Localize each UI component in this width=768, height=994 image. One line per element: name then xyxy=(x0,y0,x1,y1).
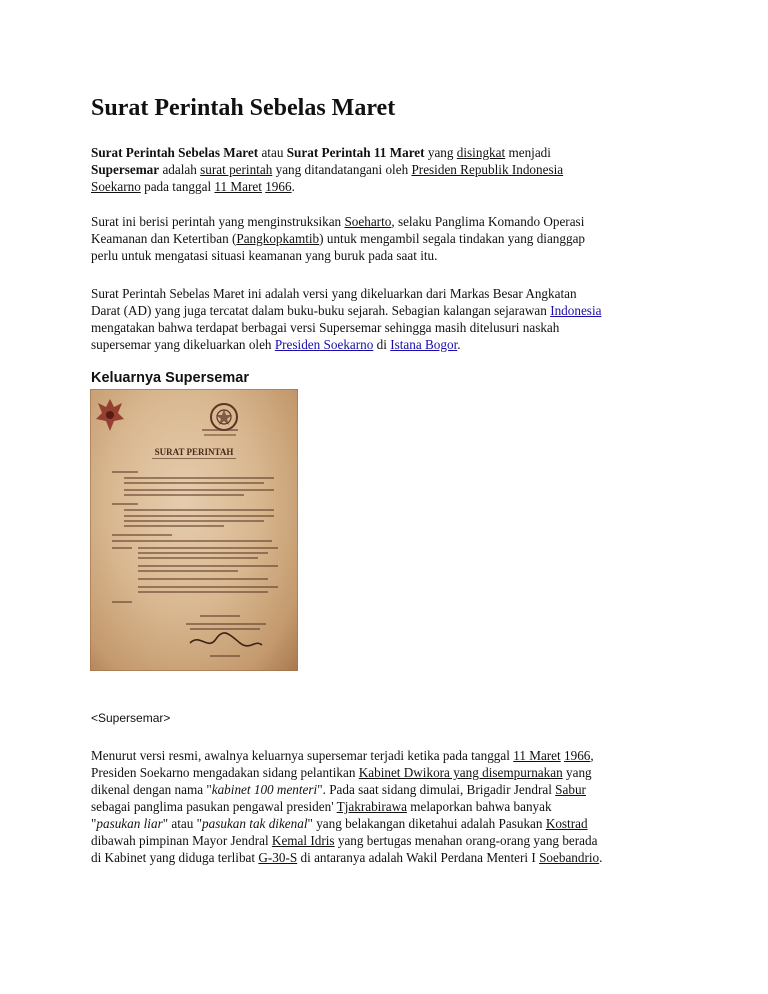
text: . xyxy=(457,337,461,352)
link-presiden-soekarno[interactable]: Presiden Soekarno xyxy=(274,337,374,352)
text: " xyxy=(91,816,97,831)
text: , selaku Panglima Komando Operasi xyxy=(391,214,585,229)
text: dibawah pimpinan Mayor Jendral xyxy=(91,833,272,848)
text: ". Pada saat sidang dimulai, Brigadir Jendral xyxy=(317,782,556,797)
text: yang xyxy=(424,145,457,160)
text: Surat Perintah Sebelas Maret ini adalah versi yang dikeluarkan dari Markas Besar Angkatan xyxy=(91,286,577,301)
italic-term: kabinet 100 menteri xyxy=(211,782,318,797)
text: supersemar yang dikeluarkan oleh xyxy=(91,337,275,352)
italic-term: pasukan tak dikenal xyxy=(202,816,308,831)
link-soekarno[interactable]: Soekarno xyxy=(91,179,141,194)
italic-term: pasukan liar xyxy=(96,816,163,831)
link-g30s[interactable]: G-30-S xyxy=(258,850,298,865)
link-kemal-idris[interactable]: Kemal Idris xyxy=(271,833,335,848)
document-scan xyxy=(90,389,298,671)
link-pangkopkamtib[interactable]: Pangkopkamtib xyxy=(236,231,320,246)
garuda-emblem-icon xyxy=(96,399,124,431)
text: menjadi xyxy=(505,145,551,160)
link-1966-2[interactable]: 1966 xyxy=(564,748,591,763)
text: yang xyxy=(562,765,592,780)
paragraph-instruction xyxy=(91,213,691,264)
link-presiden-ri[interactable]: Presiden Republik Indonesia xyxy=(411,162,564,177)
text: yang ditandatangani oleh xyxy=(272,162,412,177)
text: " yang belakangan diketahui adalah Pasukan xyxy=(307,816,546,831)
supersemar-document-image xyxy=(90,389,298,671)
text: di antaranya adalah Wakil Perdana Menteri I xyxy=(297,850,540,865)
link-surat-perintah[interactable]: surat perintah xyxy=(200,162,273,177)
text: , xyxy=(590,748,594,763)
link-sabur[interactable]: Sabur xyxy=(555,782,586,797)
doc-heading: SURAT PERINTAH xyxy=(154,447,234,457)
link-11-maret-2[interactable]: 11 Maret xyxy=(513,748,561,763)
bold-term: Supersemar xyxy=(91,162,160,177)
link-soebandrio[interactable]: Soebandrio xyxy=(539,850,600,865)
link-1966[interactable]: 1966 xyxy=(265,179,292,194)
text: sebagai panglima pasukan pengawal presiden' xyxy=(91,799,337,814)
paragraph-versions xyxy=(91,285,691,353)
seal-emblem-icon xyxy=(211,404,237,430)
text: atau xyxy=(258,145,287,160)
text: Presiden Soekarno mengadakan sidang pelantikan xyxy=(91,765,359,780)
text: pada tanggal xyxy=(140,179,215,194)
paragraph-intro xyxy=(91,144,691,195)
link-istana-bogor[interactable]: Istana Bogor xyxy=(390,337,458,352)
text: melaporkan bahwa banyak xyxy=(406,799,552,814)
bold-term: Surat Perintah Sebelas Maret xyxy=(91,145,259,160)
text: . xyxy=(291,179,295,194)
paragraph-history xyxy=(91,747,691,866)
link-kostrad[interactable]: Kostrad xyxy=(545,816,588,831)
text: " atau " xyxy=(162,816,203,831)
text: dikenal dengan nama " xyxy=(91,782,212,797)
image-caption: <Supersemar> xyxy=(91,711,171,725)
text: Keamanan dan Ketertiban ( xyxy=(91,231,237,246)
link-soeharto[interactable]: Soeharto xyxy=(344,214,392,229)
link-kabinet-dwikora[interactable]: Kabinet Dwikora yang disempurnakan xyxy=(358,765,563,780)
section-heading: Keluarnya Supersemar xyxy=(91,370,249,386)
link-disingkat[interactable]: disingkat xyxy=(456,145,506,160)
text: . xyxy=(599,850,603,865)
text: yang bertugas menahan orang-orang yang berada xyxy=(334,833,598,848)
page-title: Surat Perintah Sebelas Maret xyxy=(91,95,396,121)
text: di xyxy=(373,337,391,352)
text: adalah xyxy=(159,162,201,177)
text: mengatakan bahwa terdapat berbagai versi Supersemar sehingga masih ditelusuri naskah xyxy=(91,320,560,335)
text: Surat ini berisi perintah yang menginstruksikan xyxy=(91,214,345,229)
link-indonesia[interactable]: Indonesia xyxy=(550,303,602,318)
text: ) untuk mengambil segala tindakan yang dianggap xyxy=(319,231,586,246)
text: Darat (AD) yang juga tercatat dalam buku-buku sejarah. Sebagian kalangan sejarawan xyxy=(91,303,551,318)
bold-term: Surat Perintah 11 Maret xyxy=(286,145,425,160)
text: di Kabinet yang diduga terlibat xyxy=(91,850,259,865)
text: perlu untuk mengatasi situasi keamanan yang buruk pada saat itu. xyxy=(91,248,438,263)
text: Menurut versi resmi, awalnya keluarnya supersemar terjadi ketika pada tanggal xyxy=(91,748,514,763)
link-tjakrabirawa[interactable]: Tjakrabirawa xyxy=(336,799,407,814)
link-11-maret[interactable]: 11 Maret xyxy=(214,179,262,194)
